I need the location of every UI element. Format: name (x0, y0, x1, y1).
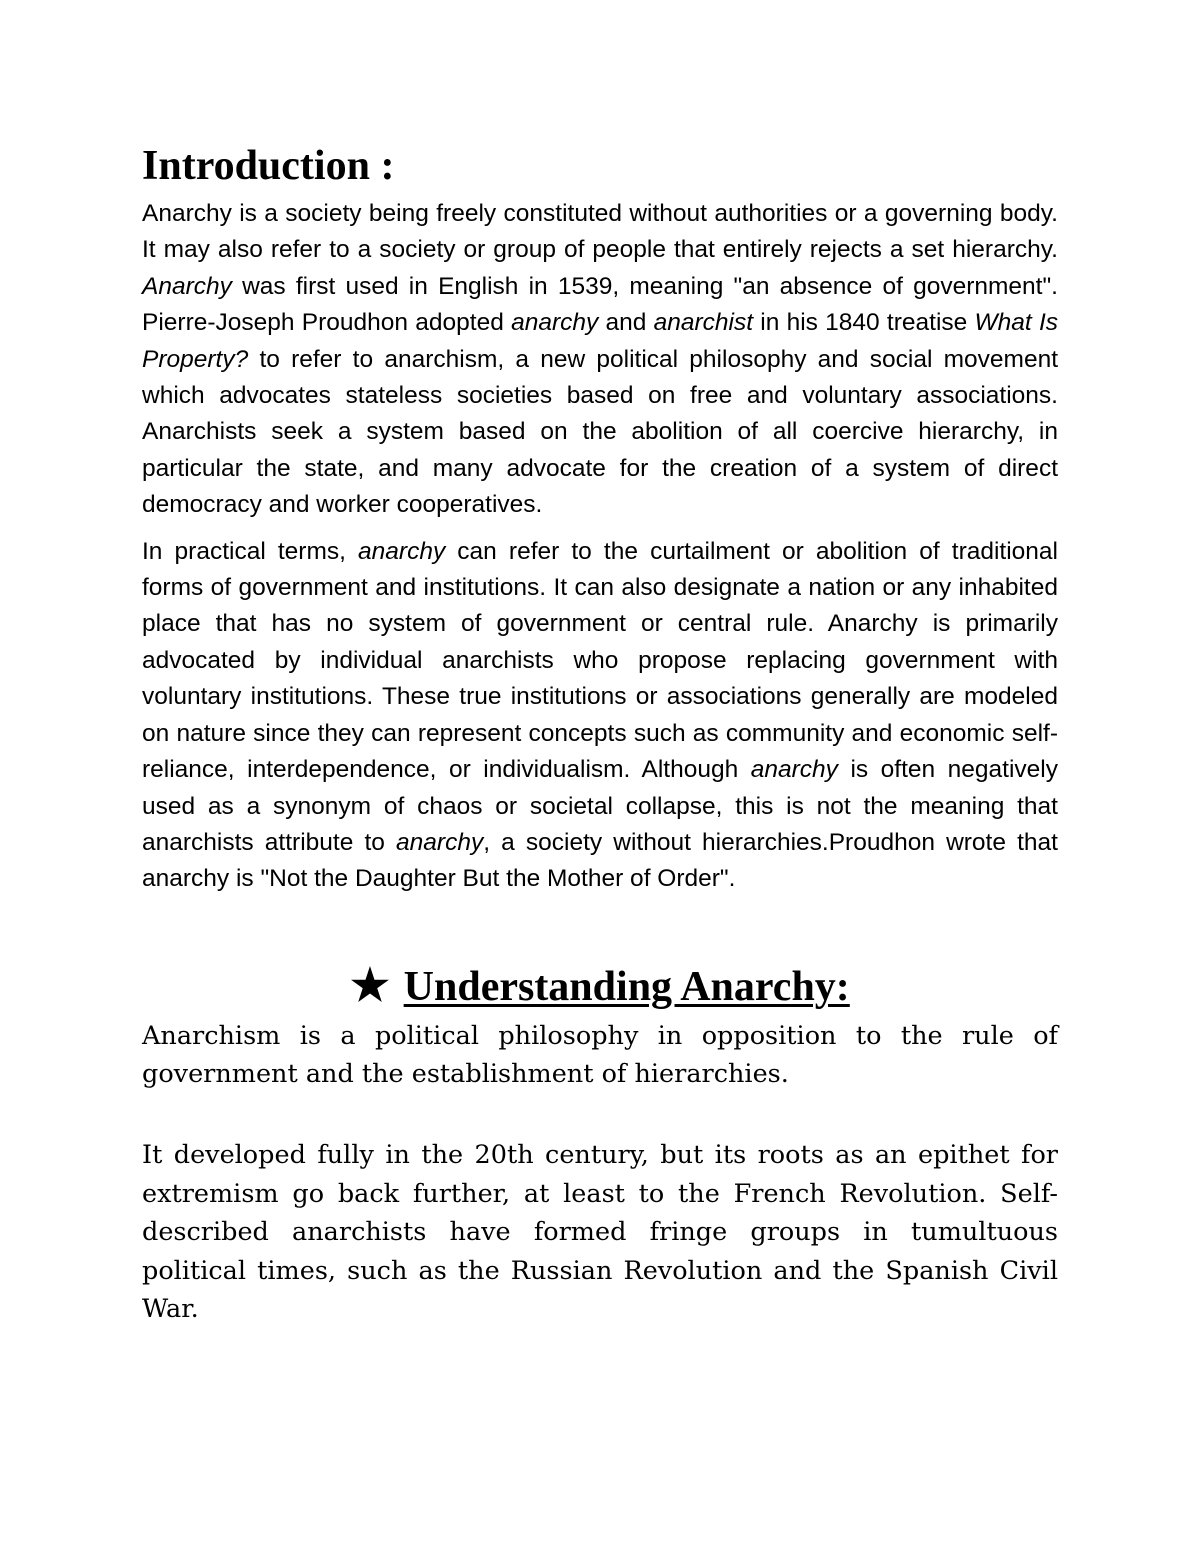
text-run: In practical terms, (142, 537, 359, 565)
text-run: to refer to anarchism, a new political philosophy and social movement which advocates stateless societies based on free and voluntary associations. Anarchists seek a system based on the abolition of all coercive hierarchy, in particular the state, and many advocate for the creation of a system of direct democracy and worker cooperatives. (142, 345, 1058, 519)
italic-term: anarchy (396, 828, 484, 856)
italic-term: anarchy (511, 309, 599, 337)
italic-term: anarchy (358, 537, 446, 565)
italic-book-title: What Is Property? (142, 309, 1058, 373)
intro-heading: Introduction : (142, 143, 395, 189)
understanding-paragraph-2: It developed fully in the 20th century, but its roots as an epithet for extremism go back further, at least to the French Revolution. Self-described anarchists have formed fringe groups in tumultuous political times, such as the Russian Revolution and the Spanish Civil War. (142, 1139, 1058, 1325)
text-run: can refer to the curtailment or abolition of traditional forms of government and institutions. It can also designate a nation or any inhabited place that has no system of government or central rule. Anarchy is primarily advocated by individual anarchists who propose replacing government with voluntary institutions. These true institutions or associations generally are modeled on nature since they can represent concepts such as community and economic self-reliance, interdependence, or individualism. Although (142, 537, 1059, 784)
intro-paragraph-2 (142, 534, 1058, 898)
star-icon: ★ (350, 960, 390, 1010)
italic-term: anarchist (653, 309, 754, 337)
text-run: in his 1840 treatise (753, 309, 975, 337)
italic-term: Anarchy (142, 272, 232, 300)
document-page (142, 138, 1058, 1329)
understanding-heading (142, 958, 1058, 1015)
italic-term: anarchy (750, 756, 838, 784)
text-run: Anarchy is a society being freely constituted without authorities or a governing body. It may also refer to a society or group of people that entirely rejects a set hierarchy. (142, 200, 1058, 264)
text-run: , a society without hierarchies.Proudhon wrote that anarchy is "Not the Daughter But the Mother of Order". (142, 828, 1058, 893)
text-run: was first used in English in 1539, meaning "an absence of government". Pierre-Joseph Proudhon adopted (142, 272, 1058, 337)
understanding-heading-text: Understanding Anarchy: (403, 963, 850, 1010)
text-run: is often negatively used as a synonym of chaos or societal collapse, this is not the meaning that anarchists attribute to (142, 756, 1058, 856)
understanding-paragraph-1: Anarchism is a political philosophy in opposition to the rule of government and the establishment of hierarchies. (142, 1020, 1058, 1090)
text-run: and (598, 309, 654, 337)
intro-paragraph-1 (142, 196, 1058, 524)
